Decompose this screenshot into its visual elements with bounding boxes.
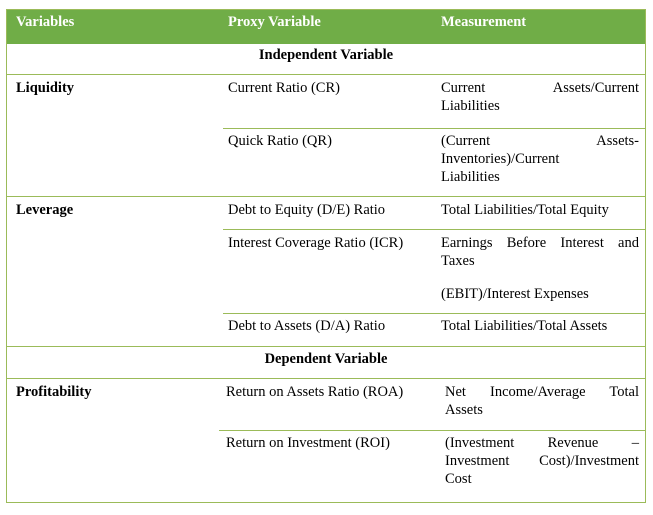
measurement-line: Liabilities [441, 169, 500, 185]
header-variables: Variables [16, 14, 75, 30]
variables-table [6, 9, 646, 503]
measurement-line: Inventories)/Current [441, 151, 560, 167]
divider [223, 313, 645, 314]
proxy-return-on-assets: Return on Assets Ratio (ROA) [226, 384, 404, 400]
variable-profitability: Profitability [16, 384, 92, 400]
variable-leverage: Leverage [16, 202, 74, 218]
measurement-line: Assets [445, 402, 483, 418]
measurement-line: (Investment Revenue – [445, 435, 639, 451]
measurement-current-ratio [441, 79, 639, 115]
section-dependent-variable: Dependent Variable [264, 351, 388, 367]
measurement-line: Taxes [441, 253, 475, 269]
measurement-return-on-investment [445, 434, 639, 488]
header-proxy-variable: Proxy Variable [228, 14, 321, 30]
measurement-line: Liabilities [441, 98, 500, 114]
divider [7, 346, 645, 347]
divider [223, 128, 645, 129]
header-measurement: Measurement [441, 14, 527, 30]
proxy-debt-to-assets: Debt to Assets (D/A) Ratio [228, 318, 386, 334]
proxy-quick-ratio: Quick Ratio (QR) [228, 133, 332, 149]
section-independent-variable: Independent Variable [258, 47, 394, 63]
measurement-return-on-assets [445, 383, 639, 419]
measurement-interest-coverage-ebit: (EBIT)/Interest Expenses [441, 286, 589, 302]
proxy-interest-coverage: Interest Coverage Ratio (ICR) [228, 235, 404, 251]
divider [7, 378, 645, 379]
proxy-debt-to-equity: Debt to Equity (D/E) Ratio [228, 202, 386, 218]
measurement-line: Net Income/Average Total [445, 384, 639, 400]
measurement-line: Investment Cost)/Investment [445, 453, 639, 469]
measurement-line: Earnings Before Interest and [441, 235, 639, 251]
measurement-line: Cost [445, 471, 472, 487]
variable-liquidity: Liquidity [16, 80, 75, 96]
divider [223, 229, 645, 230]
measurement-interest-coverage [441, 234, 639, 270]
divider [219, 430, 645, 431]
proxy-current-ratio: Current Ratio (CR) [228, 80, 340, 96]
measurement-line: Current Assets/Current [441, 80, 639, 96]
table-header [7, 10, 645, 44]
proxy-return-on-investment: Return on Investment (ROI) [226, 435, 390, 451]
measurement-quick-ratio [441, 132, 639, 186]
measurement-line: (Current Assets- [441, 133, 639, 149]
measurement-debt-to-assets: Total Liabilities/Total Assets [441, 318, 608, 334]
divider [7, 74, 645, 75]
measurement-debt-to-equity: Total Liabilities/Total Equity [441, 202, 609, 218]
divider [7, 196, 645, 197]
